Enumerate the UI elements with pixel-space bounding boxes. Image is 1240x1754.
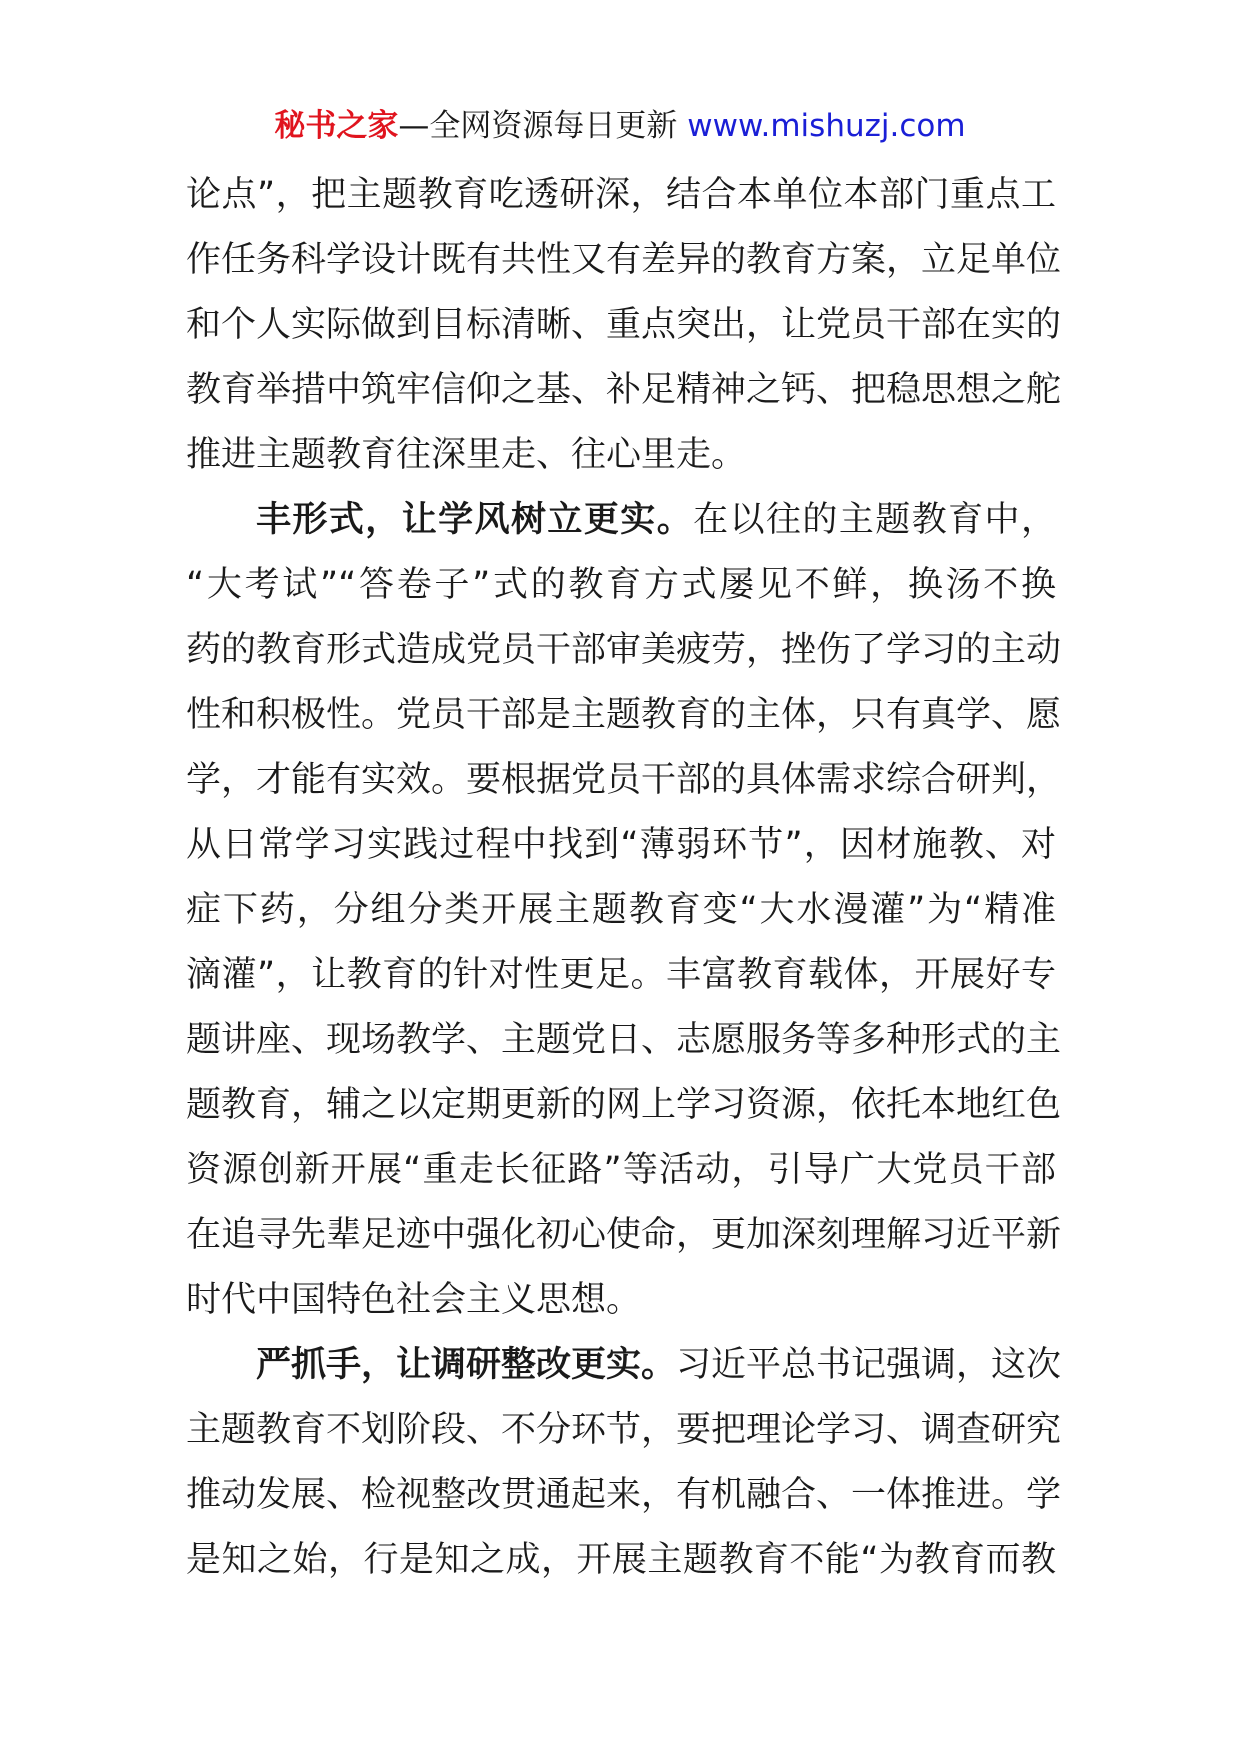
text-line: 症下药，分组分类开展主题教育变“大水漫灌”为“精准 bbox=[186, 890, 1056, 930]
text-line: 题教育，辅之以定期更新的网上学习资源，依托本地红色 bbox=[186, 1085, 1062, 1125]
text-line: 在追寻先辈足迹中强化初心使命，更加深刻理解习近平新 bbox=[186, 1215, 1062, 1255]
text-line: 资源创新开展“重走长征路”等活动，引导广大党员干部 bbox=[186, 1150, 1056, 1190]
text-line: 和个人实际做到目标清晰、重点突出，让党员干部在实的 bbox=[186, 305, 1062, 345]
text-line: 时代中国特色社会主义思想。 bbox=[186, 1280, 642, 1320]
document-body bbox=[186, 163, 1062, 1593]
text-line: 是知之始，行是知之成，开展主题教育不能“为教育而教 bbox=[186, 1540, 1056, 1580]
text-line: 药的教育形式造成党员干部审美疲劳，挫伤了学习的主动 bbox=[186, 630, 1062, 670]
text-line: 论点”，把主题教育吃透研深，结合本单位本部门重点工 bbox=[186, 175, 1056, 215]
text-line: 题讲座、现场教学、主题党日、志愿服务等多种形式的主 bbox=[186, 1020, 1062, 1060]
text-line: 滴灌”，让教育的针对性更足。丰富教育载体，开展好专 bbox=[186, 955, 1056, 995]
paragraph-2 bbox=[186, 488, 1062, 1333]
paragraph-first-line bbox=[186, 488, 1056, 553]
text-line: “大考试”“答卷子”式的教育方式屡见不鲜，换汤不换 bbox=[186, 565, 1056, 605]
text-line: 推进主题教育往深里走、往心里走。 bbox=[186, 435, 747, 475]
paragraph-heading: 丰形式，让学风树立更实。 bbox=[256, 500, 694, 540]
site-header bbox=[0, 104, 1240, 148]
text-line: 从日常学习实践过程中找到“薄弱环节”，因材施教、对 bbox=[186, 825, 1056, 865]
text-run: 在以往的主题教育中， bbox=[693, 500, 1056, 540]
text-line: 作任务科学设计既有共性又有差异的教育方案，立足单位 bbox=[186, 240, 1062, 280]
paragraph-heading: 严抓手，让调研整改更实。 bbox=[256, 1345, 677, 1385]
paragraph-3 bbox=[186, 1333, 1062, 1593]
paragraph-1 bbox=[186, 163, 1062, 488]
site-tagline: —全网资源每日更新 bbox=[398, 108, 688, 144]
text-line: 教育举措中筑牢信仰之基、补足精神之钙、把稳思想之舵 bbox=[186, 370, 1062, 410]
site-brand: 秘书之家 bbox=[274, 108, 399, 144]
text-line: 主题教育不划阶段、不分环节，要把理论学习、调查研究 bbox=[186, 1410, 1062, 1450]
text-line: 性和积极性。党员干部是主题教育的主体，只有真学、愿 bbox=[186, 695, 1062, 735]
text-line: 推动发展、检视整改贯通起来，有机融合、一体推进。学 bbox=[186, 1475, 1062, 1515]
text-run: 习近平总书记强调，这次 bbox=[676, 1345, 1062, 1385]
site-url-link[interactable]: www.mishuzj.com bbox=[687, 108, 966, 144]
text-line: 学，才能有实效。要根据党员干部的具体需求综合研判， bbox=[186, 760, 1062, 800]
paragraph-first-line bbox=[186, 1333, 1062, 1398]
